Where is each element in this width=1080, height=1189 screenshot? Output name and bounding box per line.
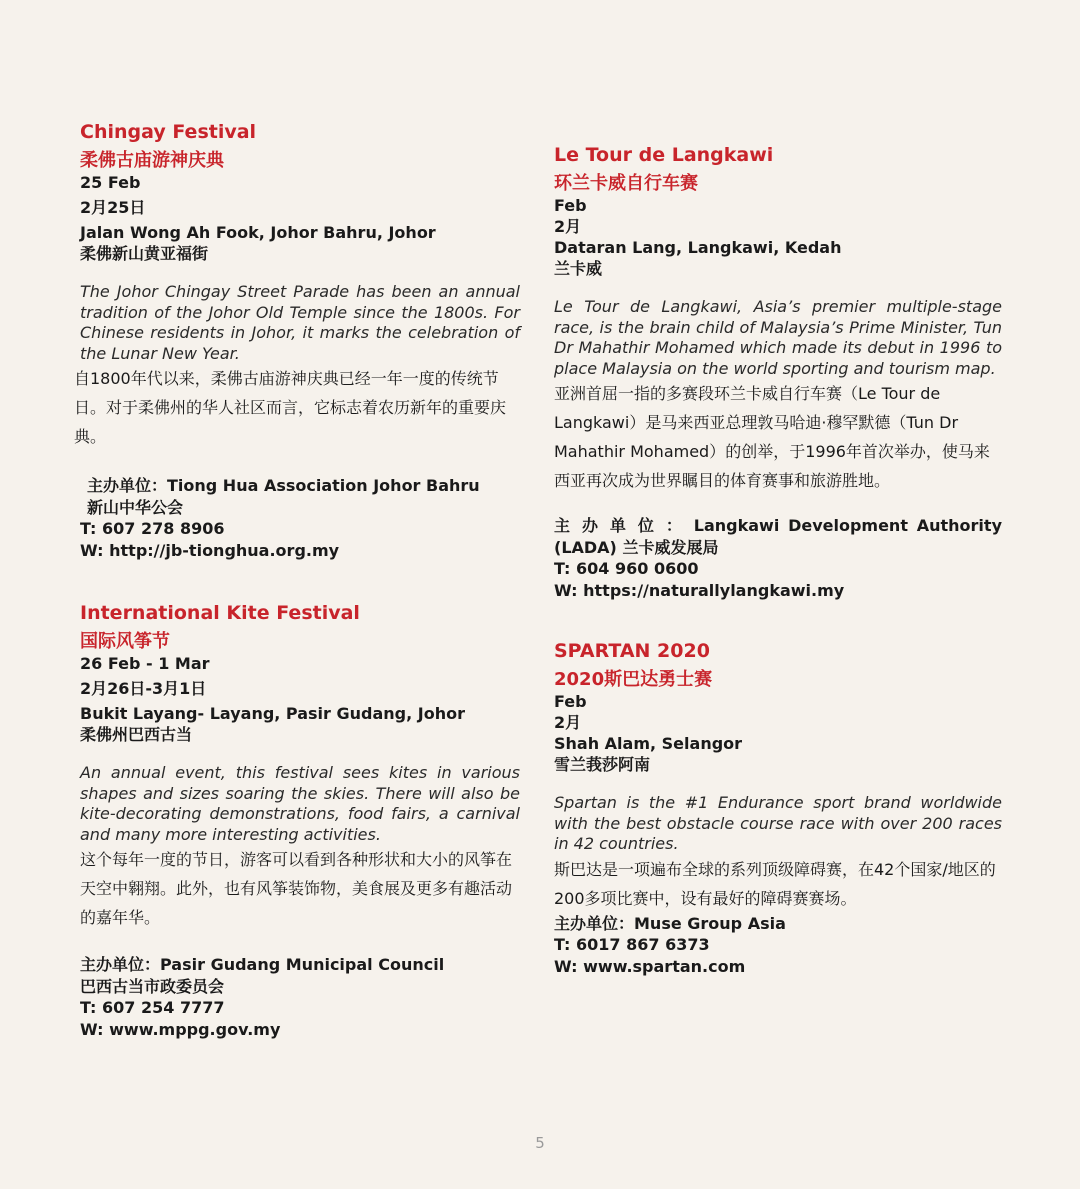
event-venue-zh: 雪兰莪莎阿南: [554, 755, 651, 774]
event-date-zh: 2月25日: [80, 198, 146, 217]
event-description: Le Tour de Langkawi, Asia’s premier multiple-stage race, is the brain child of Malaysia’s Prime Minister, Tun Dr Mahathir Mohamed which made its debut in 1996 to place Malaysia on the world sporting and tourism map.: [554, 297, 1002, 378]
event-description: The Johor Chingay Street Parade has been an annual tradition of the Johor Old Temple since the 1800s. For Chinese residents in Johor, it marks the celebration of the Lunar New Year.: [80, 282, 520, 363]
event-title: International Kite Festival: [80, 602, 360, 624]
event-spartan: [554, 639, 1002, 977]
organizer: 主办单位：Muse Group Asia: [554, 913, 786, 933]
event-title: SPARTAN 2020: [554, 640, 710, 662]
event-contact: [554, 515, 1002, 601]
event-date-zh: 2月: [554, 217, 582, 236]
website-link[interactable]: W: https://naturallylangkawi.my: [554, 580, 845, 600]
event-chingay: [74, 120, 520, 561]
event-contact: [80, 954, 520, 1040]
organizer: 主 办 单 位 ： Langkawi Development Authority (LADA) 兰卡威发展局: [554, 516, 1002, 557]
event-date-zh: 2月: [554, 713, 582, 732]
phone: T: 604 960 0600: [554, 559, 699, 578]
event-title-zh: 柔佛古庙游神庆典: [80, 150, 224, 171]
event-venue: Jalan Wong Ah Fook, Johor Bahru, Johor: [80, 223, 436, 242]
event-venue: Bukit Layang- Layang, Pasir Gudang, Johor: [80, 704, 465, 723]
event-venue: Shah Alam, Selangor: [554, 734, 743, 753]
phone: T: 607 254 7777: [80, 998, 225, 1017]
event-venue-zh: 柔佛新山黄亚福街: [80, 244, 209, 263]
event-description-zh: 亚洲首屈一指的多赛段环兰卡威自行车赛（Le Tour de Langkawi）是马来西亚总理敦马哈迪·穆罕默德（Tun Dr Mahathir Mohamed）的创举，于1996年首次举办，使马来西亚再次成为世界瞩目的体育赛事和旅游胜地。: [554, 384, 990, 490]
event-contact: [80, 475, 520, 561]
event-date-zh: 2月26日-3月1日: [80, 679, 207, 698]
event-venue-zh: 兰卡威: [554, 259, 603, 278]
event-date: Feb: [554, 692, 587, 711]
organizer: 主办单位：Tiong Hua Association Johor Bahru: [87, 476, 480, 495]
left-column: [74, 120, 520, 1040]
phone: T: 6017 867 6373: [554, 935, 710, 954]
event-date: 26 Feb - 1 Mar: [80, 654, 210, 673]
phone: T: 607 278 8906: [80, 519, 225, 538]
website-link[interactable]: W: http://jb-tionghua.org.my: [80, 540, 340, 560]
organizer-zh: 新山中华公会: [87, 497, 184, 517]
right-column: [554, 143, 1002, 977]
event-title-zh: 2020斯巴达勇士赛: [554, 669, 713, 690]
event-date: 25 Feb: [80, 173, 141, 192]
event-kite: [80, 601, 520, 1040]
event-description-zh: 自1800年代以来，柔佛古庙游神庆典已经一年一度的传统节日。对于柔佛州的华人社区而言，它标志着农历新年的重要庆典。: [74, 369, 507, 446]
event-venue-zh: 柔佛州巴西古当: [80, 725, 193, 744]
event-title-zh: 国际风筝节: [80, 631, 170, 652]
event-description: Spartan is the #1 Endurance sport brand worldwide with the best obstacle course race with over 200 races in 42 countries.: [554, 793, 1002, 853]
event-title-zh: 环兰卡威自行车赛: [554, 173, 698, 194]
website-link[interactable]: W: www.mppg.gov.my: [80, 1019, 281, 1039]
organizer: 主办单位：Pasir Gudang Municipal Council: [80, 955, 445, 974]
event-description-zh: 斯巴达是一项遍布全球的系列顶级障碍赛，在42个国家/地区的200多项比赛中，设有最好的障碍赛赛场。: [554, 859, 996, 908]
organizer-zh: 巴西古当市政委员会: [80, 976, 225, 996]
event-langkawi: [554, 143, 1002, 601]
event-title: Le Tour de Langkawi: [554, 144, 774, 166]
website-link[interactable]: W: www.spartan.com: [554, 956, 746, 976]
page-number: 5: [535, 1134, 545, 1152]
event-date: Feb: [554, 196, 587, 215]
event-description-zh: 这个每年一度的节日，游客可以看到各种形状和大小的风筝在天空中翱翔。此外，也有风筝装饰物，美食展及更多有趣活动的嘉年华。: [80, 850, 513, 927]
event-description: An annual event, this festival sees kites in various shapes and sizes soaring the skies. There will also be kite-decorating demonstrations, food fairs, a carnival and many more interesting activities.: [80, 763, 520, 844]
event-contact: [554, 913, 1002, 978]
event-title: Chingay Festival: [80, 121, 257, 143]
event-venue: Dataran Lang, Langkawi, Kedah: [554, 238, 842, 257]
